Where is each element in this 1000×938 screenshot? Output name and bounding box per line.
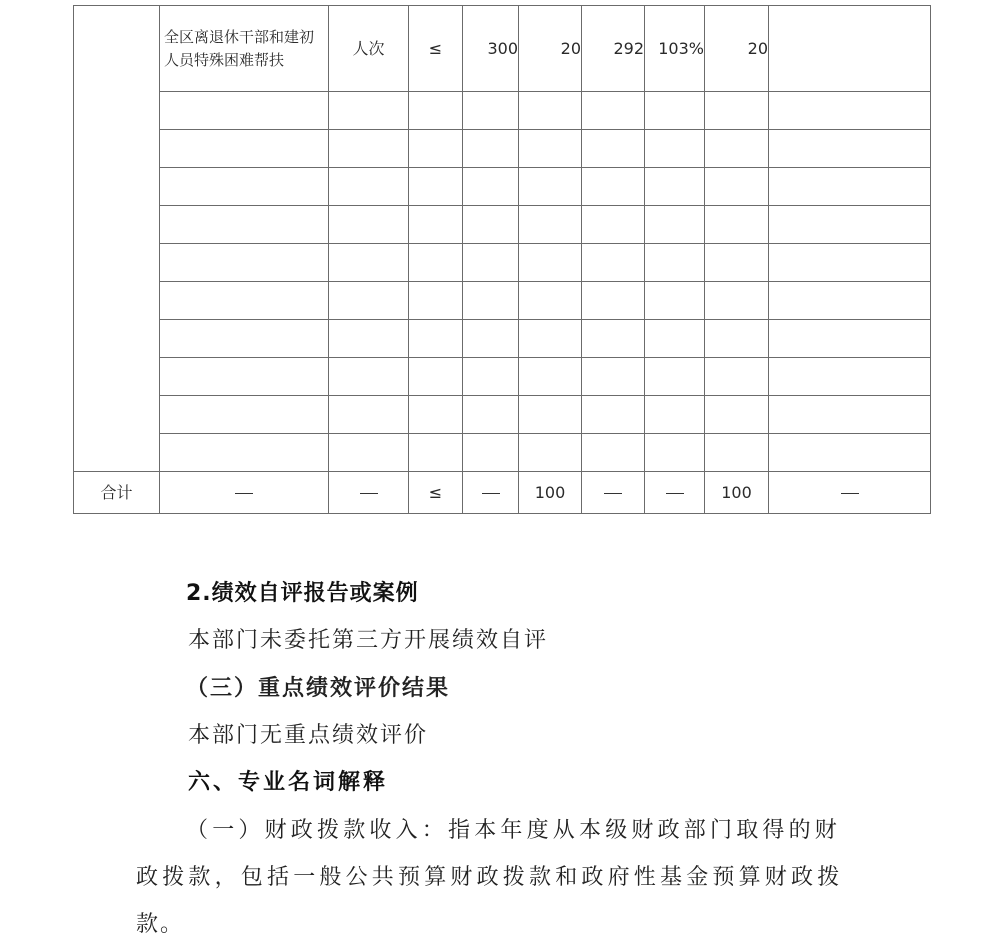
dash-mark [841,493,859,494]
weight-cell: 20 [519,6,582,92]
remark-cell [769,6,931,92]
empty-cell [329,358,409,396]
empty-cell [582,282,645,320]
empty-cell [705,244,769,282]
empty-cell [519,434,582,472]
empty-cell [769,92,931,130]
empty-cell [645,244,705,282]
empty-cell [645,168,705,206]
empty-cell [409,244,463,282]
empty-cell [769,396,931,434]
dash-mark [604,493,622,494]
table-row [74,434,931,472]
term-1-line-1: （一）财政拨款收入：指本年度从本级财政部门取得的财 [186,818,842,843]
empty-cell [329,320,409,358]
dash-mark [360,493,378,494]
total-dash-cell [645,472,705,514]
empty-cell [463,320,519,358]
empty-cell [769,206,931,244]
empty-cell [519,244,582,282]
total-score-cell: 100 [705,472,769,514]
total-operator-cell: ≤ [409,472,463,514]
empty-cell [160,244,329,282]
empty-cell [582,206,645,244]
empty-cell [463,130,519,168]
section-3-title: （三）重点绩效评价结果 [186,676,451,701]
empty-cell [645,358,705,396]
empty-cell [519,358,582,396]
performance-table [73,5,931,514]
empty-cell [519,320,582,358]
empty-cell [463,206,519,244]
table-row [74,320,931,358]
empty-cell [329,92,409,130]
empty-cell [582,320,645,358]
empty-cell [645,434,705,472]
empty-cell [463,168,519,206]
total-dash-cell [160,472,329,514]
table-row [74,206,931,244]
empty-cell [582,92,645,130]
total-dash-cell [329,472,409,514]
empty-cell [160,320,329,358]
empty-cell [329,206,409,244]
empty-cell [582,358,645,396]
total-dash-cell [463,472,519,514]
empty-cell [705,396,769,434]
empty-cell [769,244,931,282]
empty-cell [645,282,705,320]
empty-cell [160,358,329,396]
total-dash-cell [769,472,931,514]
empty-cell [705,282,769,320]
empty-cell [409,282,463,320]
empty-cell [519,206,582,244]
empty-cell [463,92,519,130]
table-row [74,130,931,168]
empty-cell [769,168,931,206]
table-row-group-cell [74,6,160,472]
empty-cell [519,396,582,434]
table-row [74,358,931,396]
empty-cell [409,206,463,244]
table-row [74,168,931,206]
empty-cell [463,396,519,434]
empty-cell [769,434,931,472]
empty-cell [769,358,931,396]
empty-cell [582,396,645,434]
empty-cell [329,168,409,206]
table-row [74,282,931,320]
indicator-name-cell: 全区离退休干部和建初人员特殊困难帮扶 [160,6,329,92]
table-row [74,6,931,92]
empty-cell [519,168,582,206]
empty-cell [519,92,582,130]
empty-cell [705,130,769,168]
empty-cell [705,358,769,396]
table-row [74,396,931,434]
table-row [74,92,931,130]
empty-cell [769,320,931,358]
empty-cell [160,168,329,206]
empty-cell [705,92,769,130]
empty-cell [329,130,409,168]
section-2-body: 本部门未委托第三方开展绩效自评 [188,628,549,653]
empty-cell [409,434,463,472]
empty-cell [645,130,705,168]
term-1-line-2: 政拨款，包括一般公共预算财政拨款和政府性基金预算财政拨 [136,865,844,890]
empty-cell [160,206,329,244]
empty-cell [409,358,463,396]
dash-mark [666,493,684,494]
empty-cell [329,434,409,472]
actual-value-cell: 292 [582,6,645,92]
empty-cell [329,244,409,282]
table-body [74,6,931,514]
total-weight-cell: 100 [519,472,582,514]
empty-cell [409,130,463,168]
empty-cell [463,282,519,320]
total-dash-cell [582,472,645,514]
section-2-title: 2.绩效自评报告或案例 [186,581,419,606]
empty-cell [463,358,519,396]
annual-target-cell: 300 [463,6,519,92]
term-1-line-3: 款。 [136,912,185,937]
empty-cell [645,320,705,358]
empty-cell [582,130,645,168]
empty-cell [705,168,769,206]
empty-cell [582,168,645,206]
empty-cell [705,206,769,244]
empty-cell [160,282,329,320]
empty-cell [160,130,329,168]
empty-cell [645,396,705,434]
empty-cell [519,282,582,320]
empty-cell [329,396,409,434]
empty-cell [409,168,463,206]
operator-cell: ≤ [409,6,463,92]
empty-cell [705,434,769,472]
empty-cell [645,206,705,244]
empty-cell [463,244,519,282]
empty-cell [645,92,705,130]
empty-cell [160,434,329,472]
total-row [74,472,931,514]
empty-cell [582,244,645,282]
chapter-6-title: 六、专业名词解释 [188,770,389,795]
section-3-body: 本部门无重点绩效评价 [188,723,429,748]
empty-cell [160,92,329,130]
empty-cell [463,434,519,472]
dash-mark [482,493,500,494]
completion-rate-cell: 103% [645,6,705,92]
dash-mark [235,493,253,494]
empty-cell [409,396,463,434]
table-row [74,244,931,282]
empty-cell [705,320,769,358]
empty-cell [160,396,329,434]
empty-cell [769,130,931,168]
empty-cell [582,434,645,472]
unit-cell: 人次 [329,6,409,92]
empty-cell [519,130,582,168]
empty-cell [769,282,931,320]
empty-cell [409,92,463,130]
empty-cell [329,282,409,320]
total-label-cell: 合计 [74,472,160,514]
empty-cell [409,320,463,358]
score-cell: 20 [705,6,769,92]
